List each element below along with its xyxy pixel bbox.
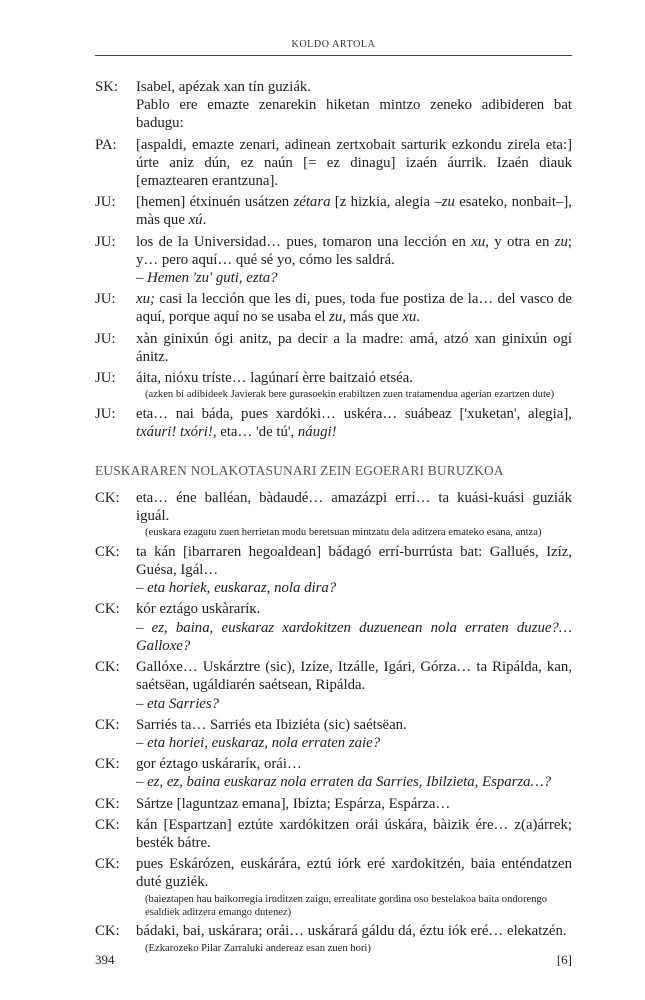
speaker-label: CK: (95, 856, 120, 873)
editorial-note: (euskara ezagutu zuen herrietan modu beretsuan mintzatu dela aditzera emateko esana, antza) (145, 527, 542, 539)
speaker-label: CK: (95, 795, 120, 812)
interviewer-question: – eta horiei, euskaraz, nola erraten zaie? (136, 734, 381, 751)
speaker-label: CK: (95, 716, 120, 733)
dialogue-entry (95, 658, 572, 713)
editorial-note: (azken bi adibideek Javierak bere gurasoekin erabiltzen zuen tratamendua agerian ezartzen dute) (145, 389, 555, 401)
dialogue-entry (95, 855, 572, 919)
speaker-label: JU: (95, 405, 116, 422)
utterance: Sártze [laguntzaz emana], Ibízta; Espárza, Espárza… (136, 795, 451, 812)
speaker-label: JU: (95, 194, 116, 211)
utterance: [aspaldi, emazte zenari, adinean zertxobait sarturik ezkondu zirela eta:] úrte aniz dún, ez naún [= ez dinagu] izaén áurrik. Izaén diauk [emaztearen erantzuna]. (136, 136, 572, 190)
speaker-label: PA: (95, 136, 117, 153)
speaker-label: CK: (95, 923, 120, 940)
speaker-label: CK: (95, 816, 120, 833)
dialogue-entry (95, 233, 572, 288)
dialogue-entry (95, 369, 572, 402)
utterance: bádaki, bai, uskárara; orái… uskárará gáldu dá, éztu iók eré… elekatzén. (136, 923, 567, 940)
editorial-note: (Ezkarozeko Pilar Zarraluki andereaz esan zuen hori) (145, 942, 371, 954)
dialogue-entry (95, 136, 572, 191)
dialogue-entry (95, 405, 572, 441)
speaker-label: CK: (95, 601, 120, 618)
utterance: eta… nai báda, pues xardóki… uskéra… suábeaz ['xuketan', alegia], txáuri! txóri!, eta… 'de tú', náugi! (136, 405, 572, 440)
utterance: los de la Universidad… pues, tomaron una lección en xu, y otra en zu; y… pero aquí… qué sé yo, cómo les saldrá. (136, 233, 572, 268)
dialogue-entry (95, 489, 572, 540)
running-header: KOLDO ARTOLA (291, 39, 376, 50)
utterance: eta… éne balléan, bàdaudé… amazázpi errí… ta kuási-kuási guziák iguál. (136, 490, 572, 525)
utterance: xu; casi la lección que les di, pues, toda fue postiza de la… del vasco de aquí, porque aquí no se usaba el zu, más que xu. (136, 291, 572, 326)
utterance: [hemen] étxinuén usátzen zétara [z hizkia, alegia –zu esateko, nonbait–], màs que xú. (136, 194, 572, 229)
editorial-note: (baieztapen hau baikorregia iruditzen zaigu, errealitate gordina oso bestelakoa baita ondorengo esaldiek aditzera emango dutenez) (145, 893, 548, 918)
speaker-label: JU: (95, 233, 116, 250)
utterance: kór eztágo uskàraríк. (136, 601, 261, 618)
dialogue-entry (95, 755, 572, 791)
utterance: kán [Espartzan] eztúte xardókitzen orái úskára, bàizik ére… z(a)árrek; besték bátre. (136, 816, 572, 851)
interviewer-question: – Hemen 'zu' guti, ezta? (136, 270, 278, 287)
utterance: gor éztago uskáraríк, orái… (136, 756, 302, 773)
dialogue-entry (95, 716, 572, 752)
page-bracket-number: [6] (556, 952, 572, 967)
speaker-label: CK: (95, 490, 120, 507)
section-heading: EUSKARAREN NOLAKOTASUNARI ZEIN EGOERARI BURUZKOA (95, 463, 504, 479)
commentary: Pablo ere emazte zenarekin hiketan mintzo zeneko adibideren bat badugu: (136, 97, 572, 132)
utterance: ta kán [ibarraren hegoaldean] bádagó errí-burrústa bat: Gallués, Izíz, Guésa, Igál… (136, 543, 572, 579)
utterance: áita, nióxu tríste… lagúnarí èrre baitzaió etséa. (136, 370, 413, 387)
interviewer-question: – ez, ez, baina euskaraz nola erraten da Sarries, Ibilzieta, Esparza…? (136, 774, 552, 791)
utterance: Gallóxe… Uskárztre (sic), Izíze, Itzálle, Igári, Górza… ta Ripálda, kan, saétsëan, ugáldiarén saétsean, Ripálda. (136, 659, 572, 694)
interviewer-question: – eta horiek, euskaraz, nola dira? (136, 580, 337, 597)
dialogue-entry (95, 543, 572, 598)
dialogue-entry (95, 816, 572, 852)
dialogue-entry (95, 78, 572, 133)
speaker-label: JU: (95, 330, 116, 347)
page-body (95, 78, 572, 958)
interviewer-question: – ez, baina, euskaraz xardokitzen duzuenean nola erraten duzue?… Galloxe? (136, 619, 572, 654)
utterance: Isabel, apézak xan tín guziák. (136, 79, 312, 95)
dialogue-entry (95, 290, 572, 326)
speaker-label: CK: (95, 659, 120, 676)
interviewer-question: – eta Sarries? (136, 695, 220, 712)
speaker-label: SK: (95, 79, 119, 95)
header-rule (95, 55, 572, 56)
utterance: pues Eskárózen, euskárára, eztú iórk eré xardokitzén, baia enténdatzen duté guziék. (136, 856, 572, 891)
speaker-label: JU: (95, 370, 116, 387)
speaker-label: CK: (95, 756, 120, 773)
dialogue-entry (95, 330, 572, 366)
page-number: 394 (95, 952, 115, 967)
dialogue-entry (95, 922, 572, 955)
dialogue-entry (95, 795, 572, 813)
utterance: Sarriés ta… Sarriés eta Ibiziéta (sic) saétsëan. (136, 716, 407, 733)
speaker-label: JU: (95, 291, 116, 308)
utterance: xàn ginixún ógi anitz, pa decir a la madre: amá, atzó xan ginixún ogí ánitz. (136, 330, 572, 365)
dialogue-entry (95, 600, 572, 655)
dialogue-entry (95, 193, 572, 229)
speaker-label: CK: (95, 543, 120, 560)
